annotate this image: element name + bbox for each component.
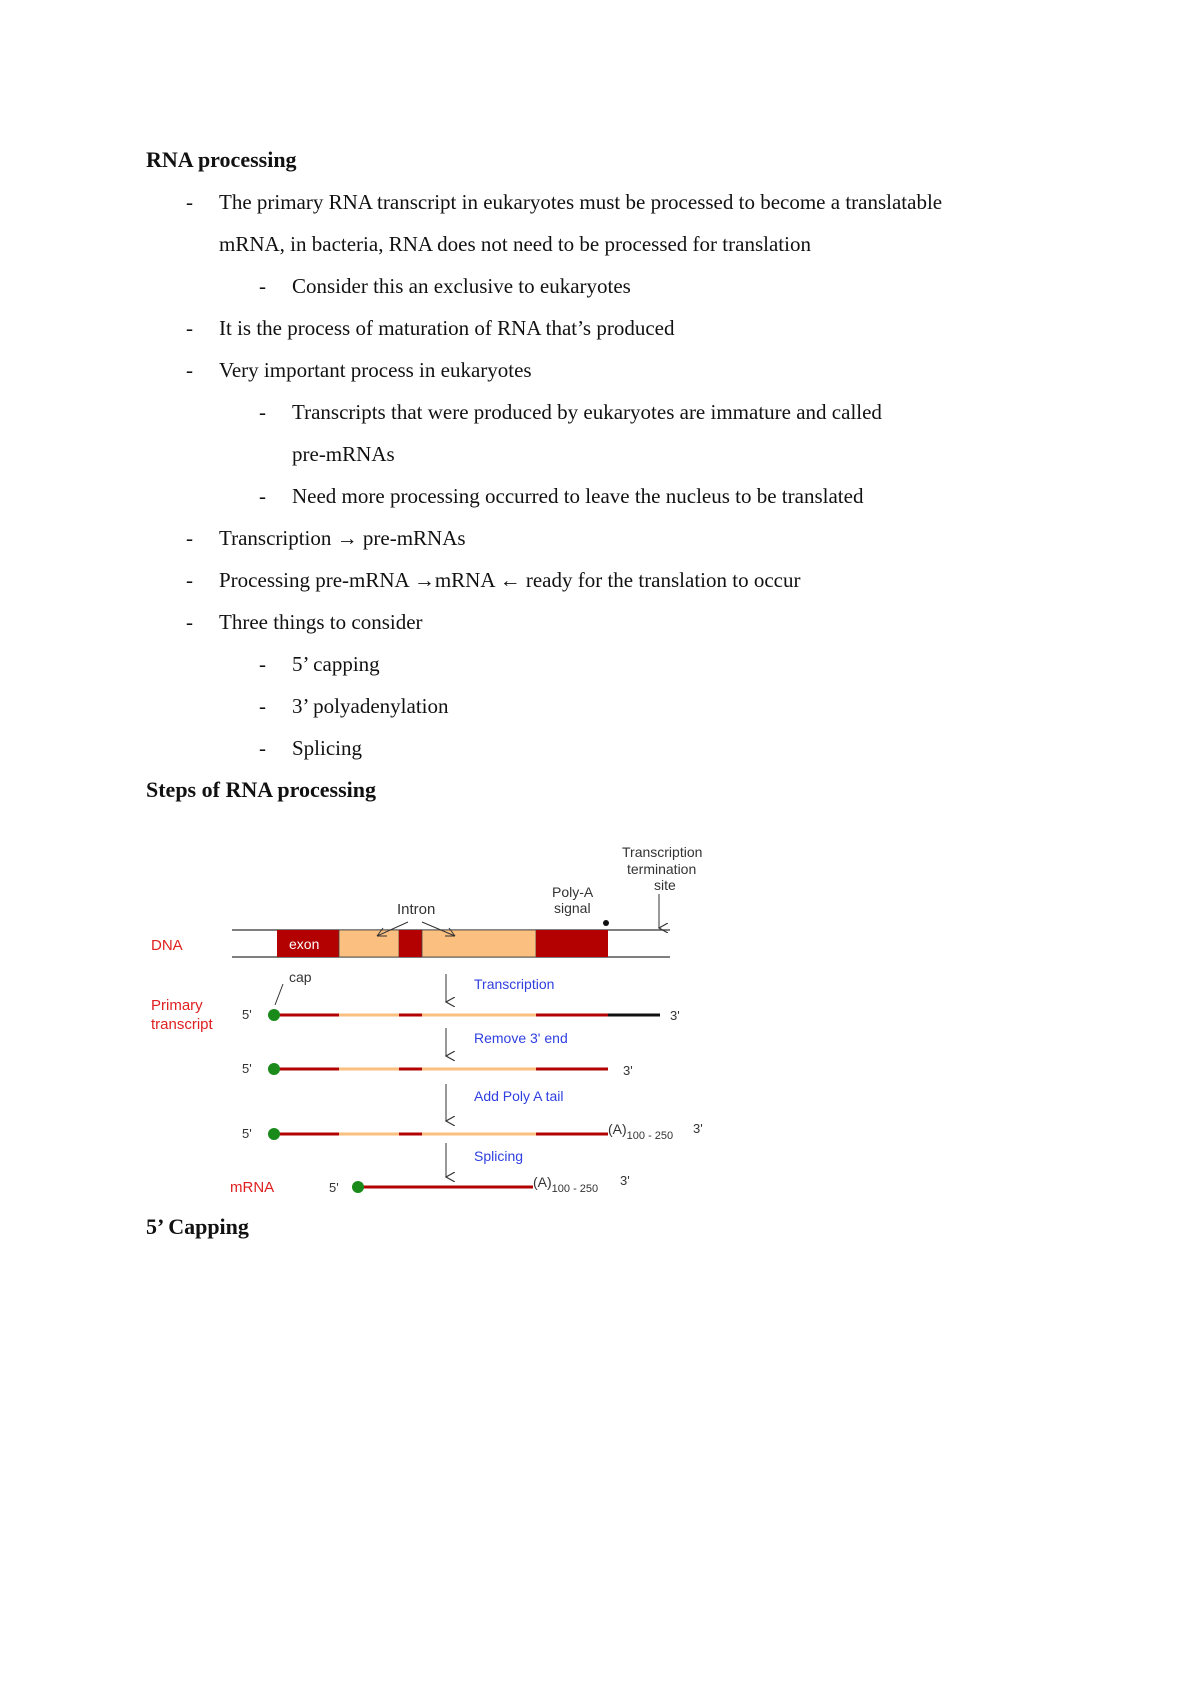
bullet-dash: - — [186, 358, 193, 382]
polya-tail-text: (A) — [608, 1121, 627, 1137]
step-add-polya-label: Add Poly A tail — [474, 1088, 564, 1104]
sub-bullet-dash: - — [259, 274, 266, 298]
polya-tail-label — [608, 1121, 673, 1142]
bullet-text: Transcription → pre-mRNAs — [219, 526, 466, 550]
three-prime-label: 3' — [670, 1008, 680, 1023]
heading-steps-rna-processing: Steps of RNA processing — [146, 777, 377, 802]
bullet-text: Three things to consider — [219, 610, 423, 634]
bullet-text: mRNA, in bacteria, RNA does not need to be processed for translation — [219, 232, 811, 256]
cap-pointer — [275, 984, 283, 1005]
cap-dot-icon — [268, 1128, 280, 1140]
bullet-text: Processing pre-mRNA →mRNA ← ready for the translation to occur — [219, 568, 801, 592]
primary-transcript-label: transcript — [151, 1016, 213, 1033]
sub-bullet-text: 5’ capping — [292, 652, 380, 676]
sub-bullet-dash: - — [259, 484, 266, 508]
bullet-dash: - — [186, 526, 193, 550]
sub-bullet-text: Transcripts that were produced by eukaryotes are immature and called — [292, 400, 882, 424]
heading-rna-processing: RNA processing — [146, 147, 297, 172]
sub-bullet-text: Splicing — [292, 736, 363, 760]
polya-tail-length: 100 - 250 — [551, 1183, 599, 1195]
five-prime-label: 5' — [242, 1061, 252, 1076]
polya-signal-label: Poly-A — [552, 884, 594, 900]
exon-label: exon — [289, 936, 320, 952]
exon-3 — [536, 930, 608, 957]
primary-transcript-label: Primary — [151, 997, 203, 1014]
cap-label: cap — [289, 969, 312, 985]
bullet-dash: - — [186, 610, 193, 634]
sub-bullet-text: 3’ polyadenylation — [292, 694, 449, 718]
mrna-label: mRNA — [230, 1179, 275, 1196]
exon-2 — [399, 930, 422, 957]
cap-dot-icon — [268, 1009, 280, 1021]
bullet-text: The primary RNA transcript in eukaryotes must be processed to become a translatable — [219, 190, 943, 214]
bullet-dash: - — [186, 190, 193, 214]
termination-site-label: site — [654, 877, 676, 893]
dna-label: DNA — [151, 937, 183, 954]
polya-tail-label — [533, 1174, 598, 1195]
polya-signal-dot — [603, 920, 609, 926]
bullet-dash: - — [186, 316, 193, 340]
polya-tail-text: (A) — [533, 1174, 552, 1190]
step-transcription-label: Transcription — [474, 976, 555, 992]
five-prime-label: 5' — [242, 1007, 252, 1022]
sub-bullet-dash: - — [259, 736, 266, 760]
sub-bullet-text: Consider this an exclusive to eukaryotes — [292, 274, 631, 298]
sub-bullet-dash: - — [259, 694, 266, 718]
five-prime-label: 5' — [242, 1126, 252, 1141]
rna-processing-diagram — [140, 832, 720, 1202]
termination-site-label: Transcription — [622, 844, 703, 860]
termination-site-label: termination — [627, 861, 697, 877]
sub-bullet-text: pre-mRNAs — [292, 442, 395, 466]
intron-1 — [339, 930, 399, 957]
sub-bullet-text: Need more processing occurred to leave the nucleus to be translated — [292, 484, 864, 508]
bullet-text: It is the process of maturation of RNA that’s produced — [219, 316, 675, 340]
three-prime-label: 3' — [693, 1121, 703, 1136]
heading-5-capping: 5’ Capping — [146, 1214, 249, 1239]
sub-bullet-dash: - — [259, 400, 266, 424]
polya-tail-length: 100 - 250 — [626, 1130, 674, 1142]
intron-2 — [422, 930, 536, 957]
bullet-text: Very important process in eukaryotes — [219, 358, 532, 382]
sub-bullet-dash: - — [259, 652, 266, 676]
five-prime-label: 5' — [329, 1180, 339, 1195]
step-remove-3-end-label: Remove 3' end — [474, 1030, 568, 1046]
polya-signal-label: signal — [554, 900, 591, 916]
cap-dot-icon — [352, 1181, 364, 1193]
step-splicing-label: Splicing — [474, 1148, 524, 1164]
intron-label: Intron — [397, 901, 436, 918]
cap-dot-icon — [268, 1063, 280, 1075]
three-prime-label: 3' — [620, 1173, 630, 1188]
bullet-dash: - — [186, 568, 193, 592]
three-prime-label: 3' — [623, 1063, 633, 1078]
